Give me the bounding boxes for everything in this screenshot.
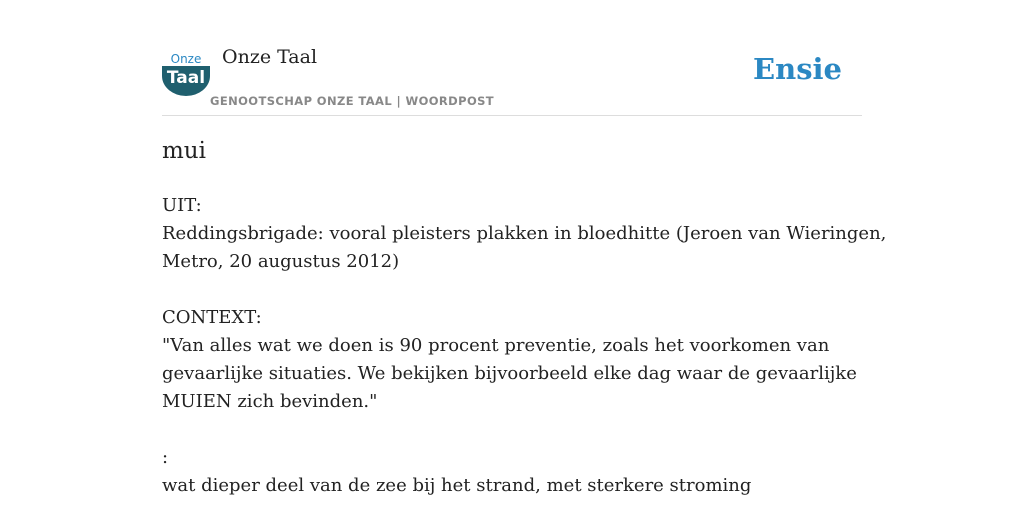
logo-top-word: Onze <box>170 52 202 66</box>
spacer <box>162 276 862 304</box>
source-label: UIT: <box>162 195 202 216</box>
context-line: "Van alles wat we doen is 90 procent preventie, zoals het voorkomen van <box>162 335 830 356</box>
spacer <box>162 416 862 444</box>
site-subtitle: GENOOTSCHAP ONZE TAAL | WOORDPOST <box>210 94 495 108</box>
site-name[interactable]: Onze Taal <box>222 46 318 68</box>
onze-taal-logo-icon <box>162 52 210 96</box>
source-line: Reddingsbrigade: vooral pleisters plakken in bloedhitte (Jeroen van Wieringen, <box>162 223 887 244</box>
ensie-brand-link[interactable]: Ensie <box>753 52 842 86</box>
context-line: MUIEN zich bevinden." <box>162 391 378 412</box>
logo-bottom-word: Taal <box>166 68 206 88</box>
onze-taal-logo[interactable] <box>162 52 210 96</box>
source-line: Metro, 20 augustus 2012) <box>162 251 400 272</box>
definition-text: wat dieper deel van de zee bij het strand, met sterkere stroming <box>162 475 752 496</box>
context-line: gevaarlijke situaties. We bekijken bijvoorbeeld elke dag waar de gevaarlijke <box>162 363 857 384</box>
entry-title: mui <box>162 138 206 164</box>
definition-label: : <box>162 447 169 468</box>
entry-body <box>162 192 887 500</box>
site-header <box>162 42 862 116</box>
context-label: CONTEXT: <box>162 307 262 328</box>
